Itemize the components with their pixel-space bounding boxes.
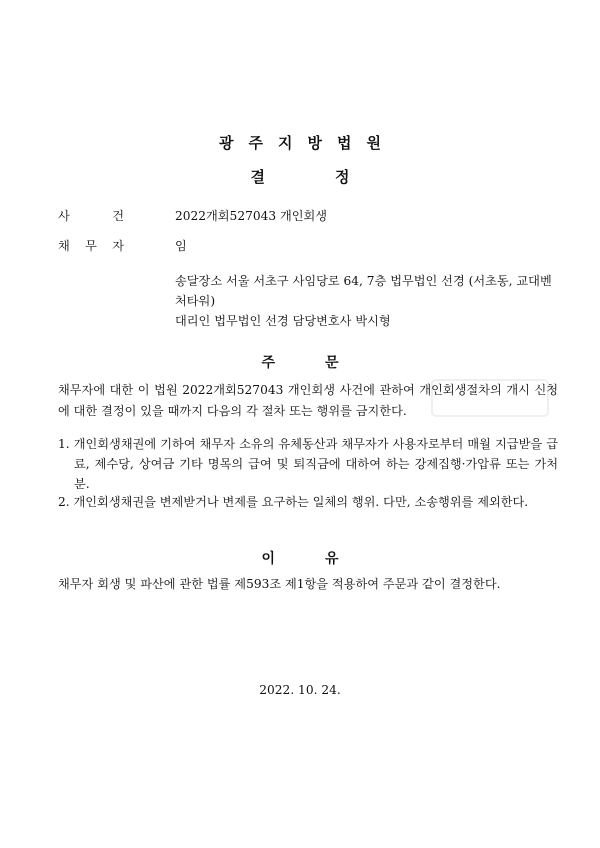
order-item-2: 2. 개인회생채권을 변제받거나 변제를 요구하는 일체의 행위. 다만, 소송행위를 제외한다.	[58, 495, 529, 509]
order-heading: 주 문	[261, 355, 339, 371]
case-number: 2022개회527043 개인회생	[175, 209, 328, 223]
document-type-char-2: 정	[335, 168, 350, 186]
court-name: 광주지방법원	[219, 134, 396, 152]
debtor-label: 채 무 자	[58, 239, 124, 253]
order-intro: 채무자에 대한 이 법원 2022개회527043 개인회생 사건에 관하여 개인회생절차의 개시 신청에 대한 결정이 있을 때까지 다음의 각 절차 또는 행위를 금지한다.	[58, 383, 558, 418]
agent-line: 대리인 법무법인 선경 담당변호사 박시형	[175, 314, 391, 328]
document-type-char-1: 결	[250, 168, 265, 186]
debtor-row	[58, 237, 187, 254]
reason-heading: 이 유	[261, 551, 339, 567]
case-label: 사 건	[58, 209, 124, 223]
faint-watermark	[430, 378, 550, 418]
service-address	[175, 271, 555, 331]
decision-date: 2022. 10. 24.	[259, 683, 341, 697]
service-address-line: 송달장소 서울 서초구 사임당로 64, 7층 법무법인 선경 (서초동, 교대벤처타워)	[175, 274, 552, 308]
document-type-heading	[0, 166, 600, 187]
case-row	[58, 207, 328, 224]
debtor-name: 임	[175, 239, 187, 253]
reason-text: 채무자 회생 및 파산에 관한 법률 제593조 제1항을 적용하여 주문과 같이 결정한다.	[58, 577, 501, 591]
order-item-1: 1. 개인회생채권에 기하여 채무자 소유의 유체동산과 채무자가 사용자로부터 매월 지급받을 급료, 제수당, 상여금 기타 명목의 급여 및 퇴직금에 대하여 하는 강제집행·가압류 또는 가처분.	[58, 437, 558, 491]
